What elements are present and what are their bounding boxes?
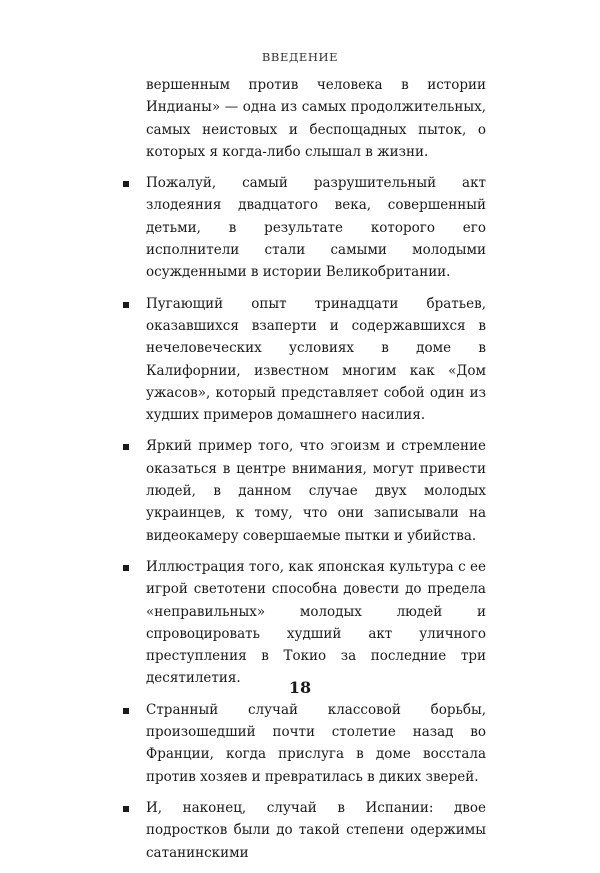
bullet-square-icon (123, 565, 129, 571)
bullet-square-icon (123, 708, 129, 714)
list-item (146, 556, 486, 690)
list-item-text: Пожалуй, самый разрушительный акт злодеяния двадцатого века, совершенный детьми, в результате которого его исполнители стали самыми молодыми осужденными в истории Великобритании. (146, 175, 486, 281)
list-item-text: Иллюстрация того, как японская культура с ее игрой светотени способна довести до предела «неправильных» молодых людей и спровоцировать худший акт уличного преступления в Токио за последние три десятилетия. (146, 558, 486, 687)
bullet-square-icon (123, 806, 129, 812)
list-item (146, 172, 486, 283)
page-number: 18 (288, 678, 312, 697)
list-item-text: Яркий пример того, что эгоизм и стремление оказаться в центре внимания, могут привести людей, в данном случае двух молодых украинцев, к тому, что они записывали на видеокамеру совершаемые пытки и убийства. (146, 438, 486, 544)
list-item (146, 293, 486, 427)
body-text (146, 74, 486, 873)
bullet-list (146, 172, 486, 864)
list-item (146, 435, 486, 546)
running-header: ВВЕДЕНИЕ (261, 50, 339, 64)
list-item-text: Пугающий опыт тринадцати братьев, оказавшихся взаперти и содержавшихся в нечеловеческих условиях в доме в Калифорнии, известном многим как «Дом ужасов», который представляет собой один из худших примеров домашнего насилия. (146, 295, 486, 424)
list-item (146, 699, 486, 788)
continuation-paragraph: вершенным против человека в истории Индианы» — одна из самых продолжительных, самых неистовых и беспощадных пыток, о которых я когда-либо слышал в жизни. (146, 77, 486, 160)
list-item-text: И, наконец, случай в Испании: двое подростков были до такой степени одержимы сатанинскими (146, 799, 486, 861)
bullet-square-icon (123, 302, 129, 308)
list-item (146, 797, 486, 864)
list-item-text: Странный случай классовой борьбы, произошедший почти столетие назад во Франции, когда прислуга в доме восстала против хозяев и превратилась в диких зверей. (146, 701, 486, 785)
bullet-square-icon (123, 181, 129, 187)
bullet-square-icon (123, 444, 129, 450)
